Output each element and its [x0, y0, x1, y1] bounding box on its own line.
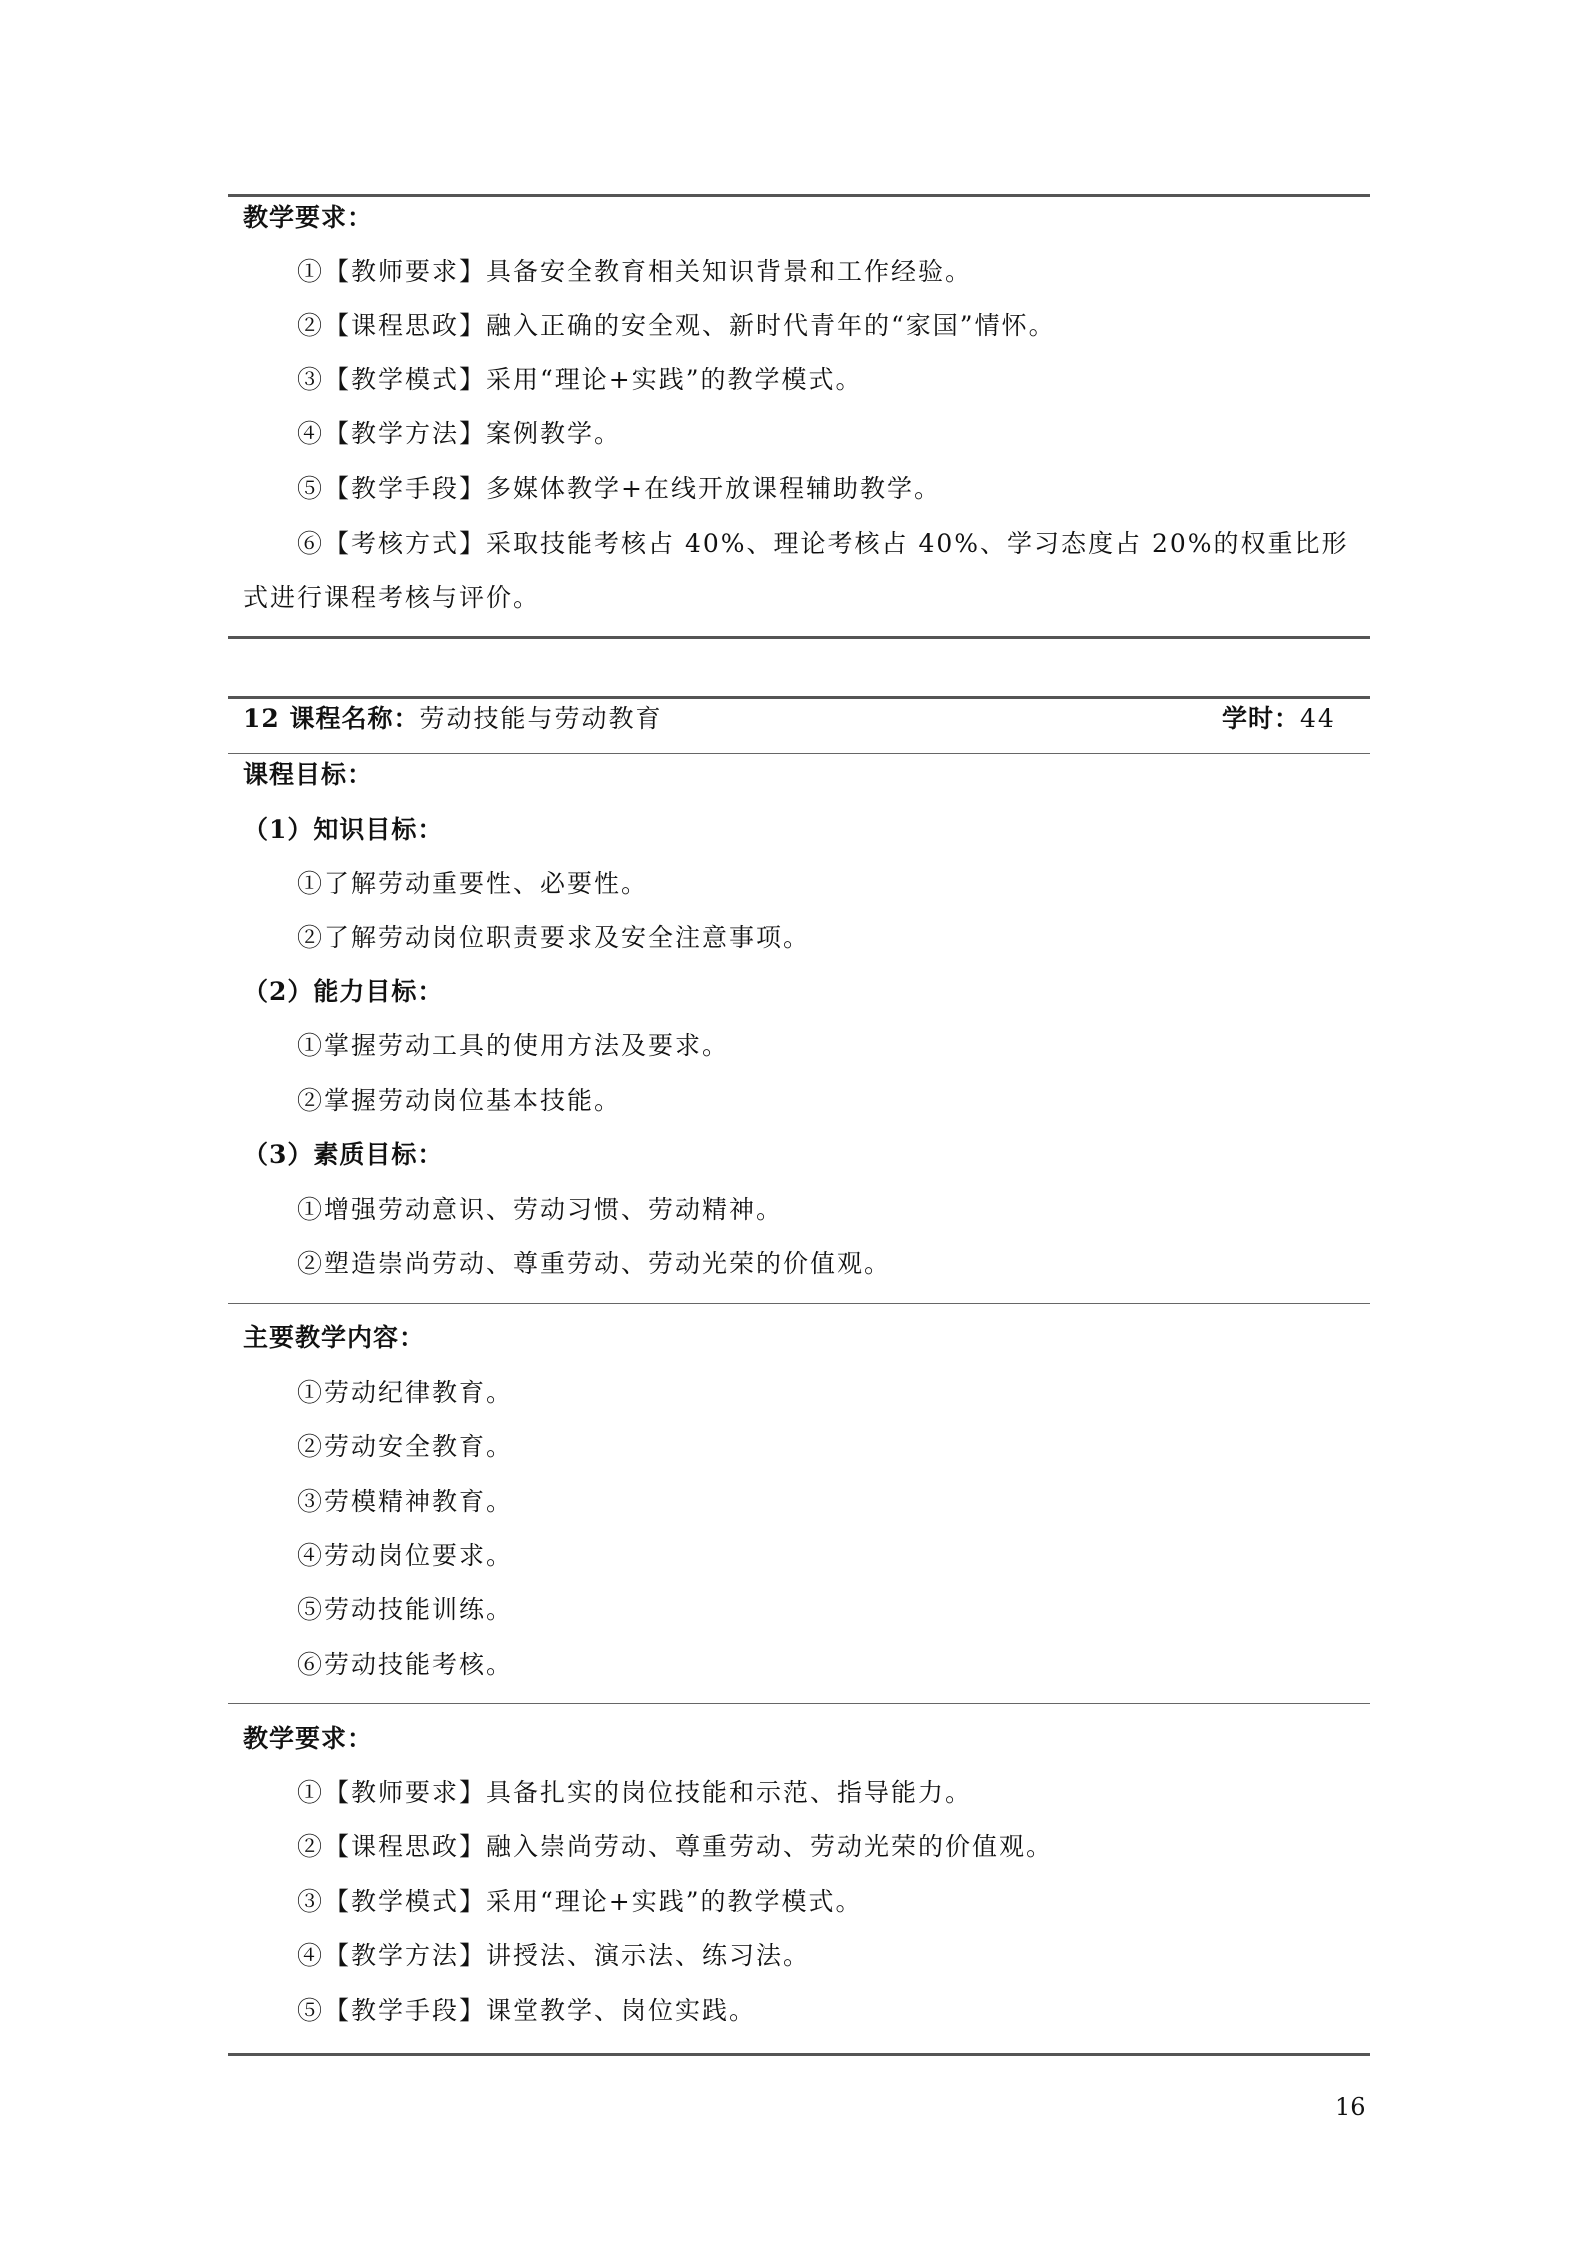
course-name: 劳动技能与劳动教育	[419, 704, 663, 733]
requirement-item: ①【教师要求】具备安全教育相关知识背景和工作经验。	[297, 257, 973, 286]
goal-item: ①了解劳动重要性、必要性。	[297, 869, 649, 898]
goal-item: ②掌握劳动岗位基本技能。	[297, 1086, 622, 1115]
row-divider	[228, 1303, 1370, 1304]
content-item: ⑥劳动技能考核。	[297, 1650, 514, 1679]
course-hours-value: 44	[1300, 704, 1336, 733]
requirement-item: ⑤【教学手段】多媒体教学+在线开放课程辅助教学。	[297, 474, 941, 503]
knowledge-goals-heading: （1）知识目标：	[243, 815, 444, 844]
table-top-border	[228, 696, 1370, 699]
table-bottom-border	[228, 636, 1370, 639]
table-bottom-border	[228, 2053, 1370, 2056]
ability-goals-heading: （2）能力目标：	[243, 977, 444, 1006]
teaching-requirements-heading: 教学要求：	[243, 1724, 374, 1753]
course-goals-heading: 课程目标：	[243, 760, 374, 789]
requirement-item: ③【教学模式】采用“理论+实践”的教学模式。	[297, 1887, 863, 1916]
table-top-border	[228, 194, 1370, 197]
requirement-item: ②【课程思政】融入正确的安全观、新时代青年的“家国”情怀。	[297, 311, 1056, 340]
quality-goals-heading: （3）素质目标：	[243, 1140, 444, 1169]
content-item: ①劳动纪律教育。	[297, 1378, 514, 1407]
requirement-item: ⑥【考核方式】采取技能考核占 40%、理论考核占 40%、学习态度占 20%的权重比形	[297, 529, 1349, 558]
course-name-label: 12 课程名称：	[243, 704, 420, 733]
requirement-item: ④【教学方法】案例教学。	[297, 419, 622, 448]
content-item: ③劳模精神教育。	[297, 1487, 514, 1516]
content-item: ⑤劳动技能训练。	[297, 1595, 514, 1624]
requirement-item: ③【教学模式】采用“理论+实践”的教学模式。	[297, 365, 863, 394]
content-item: ②劳动安全教育。	[297, 1432, 514, 1461]
goal-item: ①增强劳动意识、劳动习惯、劳动精神。	[297, 1195, 784, 1224]
content-item: ④劳动岗位要求。	[297, 1541, 514, 1570]
main-content-heading: 主要教学内容：	[243, 1323, 426, 1352]
requirement-item: ①【教师要求】具备扎实的岗位技能和示范、指导能力。	[297, 1778, 973, 1807]
requirement-item: ④【教学方法】讲授法、演示法、练习法。	[297, 1941, 811, 1970]
goal-item: ②了解劳动岗位职责要求及安全注意事项。	[297, 923, 811, 952]
course-title-row	[243, 703, 663, 735]
row-divider	[228, 1703, 1370, 1704]
goal-item: ②塑造崇尚劳动、尊重劳动、劳动光荣的价值观。	[297, 1249, 892, 1278]
page-number: 16	[1335, 2093, 1366, 2121]
course-hours	[1222, 703, 1336, 735]
requirement-item: ⑤【教学手段】课堂教学、岗位实践。	[297, 1996, 757, 2025]
goal-item: ①掌握劳动工具的使用方法及要求。	[297, 1031, 730, 1060]
row-divider	[228, 753, 1370, 754]
requirement-item-continuation: 式进行课程考核与评价。	[243, 583, 541, 612]
requirement-item: ②【课程思政】融入崇尚劳动、尊重劳动、劳动光荣的价值观。	[297, 1832, 1054, 1861]
teaching-requirements-heading: 教学要求：	[243, 203, 374, 232]
course-hours-label: 学时：	[1222, 704, 1301, 733]
